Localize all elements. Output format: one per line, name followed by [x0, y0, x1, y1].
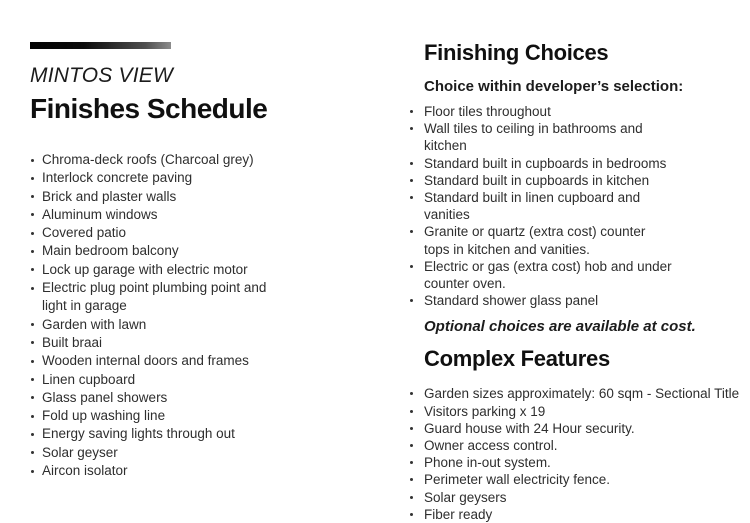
- bullet-icon: [30, 407, 42, 408]
- list-item: [30, 352, 370, 370]
- list-item-text: Chroma-deck roofs (Charcoal grey): [42, 152, 254, 167]
- bullet-icon: [408, 258, 424, 259]
- list-item-text: Garden sizes approximately: 60 sqm - Sectional Title: [424, 386, 740, 402]
- list-item-text: Electric plug point plumbing point and light in garage: [42, 280, 267, 314]
- list-item: [408, 172, 750, 189]
- list-item: [30, 169, 370, 187]
- list-item: [408, 506, 750, 523]
- list-item-text: Solar geysers: [424, 489, 507, 505]
- list-item-text: Floor tiles throughout: [424, 104, 551, 119]
- bullet-icon: [30, 242, 42, 243]
- list-item-text: Electric or gas (extra cost) hob and under counter oven.: [424, 258, 672, 292]
- bullet-icon: [408, 403, 424, 404]
- list-item: [30, 261, 370, 279]
- list-item-text: Lock up garage with electric motor: [42, 261, 248, 277]
- list-item: [408, 120, 750, 154]
- list-item: [30, 371, 370, 389]
- list-item: [30, 425, 370, 443]
- finishing-choices-title: Finishing Choices: [424, 40, 609, 65]
- list-item-text: Solar geyser: [42, 444, 118, 460]
- bullet-icon: [408, 172, 424, 173]
- list-item: [30, 316, 370, 334]
- list-item-text: Wall tiles to ceiling in bathrooms and kitchen: [424, 121, 643, 154]
- bullet-icon: [30, 151, 42, 152]
- list-item: [30, 279, 370, 316]
- list-item-text: Brick and plaster walls: [42, 188, 177, 204]
- list-item: [30, 188, 370, 206]
- list-item-text: Granite or quartz (extra cost) counter tops in kitchen and vanities.: [424, 224, 646, 257]
- list-item: [408, 420, 750, 437]
- bullet-icon: [30, 389, 42, 390]
- right-column: [408, 40, 750, 523]
- list-item-text: Aircon isolator: [42, 463, 128, 479]
- bullet-icon: [30, 444, 42, 445]
- list-item: [408, 385, 750, 402]
- complex-features-list: [408, 385, 750, 523]
- list-item: [408, 189, 750, 223]
- list-item: [408, 292, 750, 309]
- bullet-icon: [30, 462, 42, 463]
- list-item: [408, 103, 750, 120]
- complex-features-title: Complex Features: [424, 346, 610, 372]
- bullet-icon: [30, 279, 42, 280]
- finishing-choices-subtitle: Choice within developer’s selection:: [424, 78, 684, 95]
- bullet-icon: [408, 471, 424, 472]
- list-item: [30, 224, 370, 242]
- bullet-icon: [408, 120, 424, 121]
- list-item-text: Linen cupboard: [42, 371, 136, 387]
- list-item: [408, 471, 750, 488]
- list-item: [408, 403, 750, 420]
- list-item-text: Phone in-out system.: [424, 455, 551, 471]
- list-item-text: Built braai: [42, 334, 103, 350]
- list-item-text: Standard shower glass panel: [424, 293, 599, 309]
- list-item-text: Standard built in cupboards in bedrooms: [424, 155, 667, 171]
- bullet-icon: [30, 224, 42, 225]
- list-item-text: Wooden internal doors and frames: [42, 353, 249, 369]
- list-item-text: Owner access control.: [424, 438, 558, 454]
- bullet-icon: [408, 292, 424, 293]
- finishing-choices-list: [408, 103, 750, 309]
- bullet-icon: [408, 223, 424, 224]
- bullet-icon: [408, 489, 424, 490]
- bullet-icon: [408, 437, 424, 438]
- list-item-text: Covered patio: [42, 225, 127, 241]
- bullet-icon: [30, 206, 42, 207]
- list-item: [30, 444, 370, 462]
- bullet-icon: [30, 352, 42, 353]
- list-item: [30, 407, 370, 425]
- list-item: [408, 258, 750, 292]
- bullet-icon: [408, 385, 424, 386]
- bullet-icon: [30, 425, 42, 426]
- bullet-icon: [408, 189, 424, 190]
- list-item: [30, 334, 370, 352]
- bullet-icon: [30, 334, 42, 335]
- list-item: [408, 454, 750, 471]
- list-item: [30, 242, 370, 260]
- list-item-text: Guard house with 24 Hour security.: [424, 420, 635, 436]
- list-item-text: Energy saving lights through out: [42, 426, 235, 442]
- bullet-icon: [30, 169, 42, 170]
- bullet-icon: [408, 506, 424, 507]
- bullet-icon: [30, 261, 42, 262]
- finishes-list: [30, 151, 370, 480]
- bullet-icon: [30, 316, 42, 317]
- bullet-icon: [408, 103, 424, 104]
- left-column: [30, 42, 370, 480]
- list-item: [30, 151, 370, 169]
- list-item: [30, 462, 370, 480]
- list-item: [30, 206, 370, 224]
- list-item-text: Perimeter wall electricity fence.: [424, 472, 611, 488]
- list-item: [30, 389, 370, 407]
- brand-gradient-bar: [30, 42, 171, 49]
- list-item-text: Interlock concrete paving: [42, 170, 193, 186]
- bullet-icon: [408, 155, 424, 156]
- bullet-icon: [408, 454, 424, 455]
- list-item-text: Standard built in linen cupboard and vanities: [424, 190, 641, 223]
- list-item: [408, 437, 750, 454]
- list-item-text: Fiber ready: [424, 506, 493, 522]
- list-item: [408, 489, 750, 506]
- bullet-icon: [30, 188, 42, 189]
- bullet-icon: [30, 371, 42, 372]
- list-item-text: Fold up washing line: [42, 408, 166, 424]
- list-item: [408, 223, 750, 257]
- list-item-text: Garden with lawn: [42, 316, 147, 332]
- brand-name: MINTOS VIEW: [30, 64, 173, 87]
- list-item-text: Glass panel showers: [42, 389, 168, 405]
- finishes-schedule-title: Finishes Schedule: [30, 93, 268, 124]
- list-item: [408, 155, 750, 172]
- list-item-text: Visitors parking x 19: [424, 403, 546, 419]
- bullet-icon: [408, 420, 424, 421]
- list-item-text: Aluminum windows: [42, 206, 158, 222]
- list-item-text: Main bedroom balcony: [42, 243, 179, 259]
- list-item-text: Standard built in cupboards in kitchen: [424, 172, 650, 188]
- optional-choices-note: Optional choices are available at cost.: [424, 318, 696, 336]
